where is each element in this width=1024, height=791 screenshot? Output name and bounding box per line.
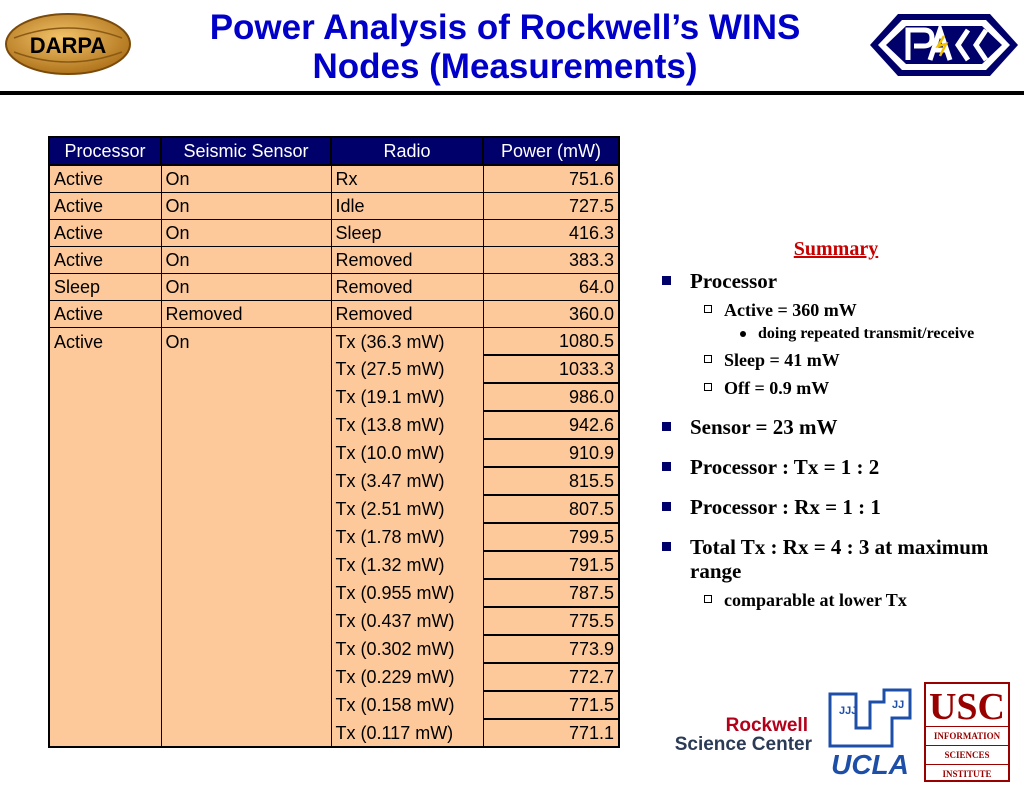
- cell-sensor: [161, 495, 331, 523]
- cell-sensor: [161, 523, 331, 551]
- svg-text:JJJ: JJJ: [839, 705, 858, 717]
- rockwell-science-center-logo: [640, 716, 812, 756]
- table-row: [49, 165, 619, 193]
- usc-isi-logo: [924, 682, 1010, 782]
- cell-radio: Tx (0.229 mW): [331, 663, 483, 691]
- cell-power: 751.6: [483, 165, 619, 193]
- cell-radio: Rx: [331, 165, 483, 193]
- cell-processor: [49, 523, 161, 551]
- table-row: [49, 719, 619, 747]
- cell-radio: Tx (13.8 mW): [331, 411, 483, 439]
- table-row: [49, 220, 619, 247]
- dot-bullet-icon: [740, 331, 746, 337]
- cell-power: 727.5: [483, 193, 619, 220]
- summary-item: [658, 495, 1018, 519]
- column-header-power: Power (mW): [483, 137, 619, 165]
- cell-radio: Tx (0.158 mW): [331, 691, 483, 719]
- svg-text:JJ: JJ: [892, 699, 905, 711]
- cell-processor: Active: [49, 301, 161, 328]
- cell-sensor: On: [161, 165, 331, 193]
- cell-processor: Sleep: [49, 274, 161, 301]
- cell-radio: Tx (1.78 mW): [331, 523, 483, 551]
- summary-heading: Summary: [793, 238, 879, 260]
- cell-power: 910.9: [483, 439, 619, 467]
- cell-processor: [49, 467, 161, 495]
- cell-processor: [49, 691, 161, 719]
- cell-power: 64.0: [483, 274, 619, 301]
- cell-power: 772.7: [483, 663, 619, 691]
- summary-item: [658, 415, 1018, 439]
- summary-item: [658, 269, 1018, 293]
- cell-processor: [49, 355, 161, 383]
- title-line-2: Nodes (Measurements): [312, 47, 698, 86]
- darpa-logo: [4, 12, 132, 76]
- summary-subitem-text: comparable at lower Tx: [724, 590, 907, 610]
- cell-radio: Tx (0.117 mW): [331, 719, 483, 747]
- cell-sensor: Removed: [161, 301, 331, 328]
- square-bullet-icon: [662, 502, 671, 511]
- cell-sensor: [161, 551, 331, 579]
- cell-processor: Active: [49, 328, 161, 356]
- cell-power: 771.5: [483, 691, 619, 719]
- cell-power: 360.0: [483, 301, 619, 328]
- cell-power: 791.5: [483, 551, 619, 579]
- cell-power: 815.5: [483, 467, 619, 495]
- summary-detail-text: doing repeated transmit/receive: [758, 325, 975, 342]
- cell-power: 787.5: [483, 579, 619, 607]
- cell-power: 775.5: [483, 607, 619, 635]
- table-row: [49, 551, 619, 579]
- table-row: [49, 467, 619, 495]
- table-row: [49, 523, 619, 551]
- cell-processor: [49, 719, 161, 747]
- summary-subitem: [658, 299, 1018, 321]
- cell-processor: [49, 635, 161, 663]
- square-bullet-icon: [662, 422, 671, 431]
- cell-processor: [49, 607, 161, 635]
- summary-item: [658, 455, 1018, 479]
- rockwell-logo-line-1: Rockwell: [725, 715, 808, 736]
- cell-sensor: [161, 579, 331, 607]
- table-row: [49, 355, 619, 383]
- summary-detail: [658, 325, 1008, 343]
- cell-processor: Active: [49, 165, 161, 193]
- summary-panel: [658, 238, 1018, 611]
- cell-sensor: [161, 355, 331, 383]
- cell-radio: Tx (2.51 mW): [331, 495, 483, 523]
- summary-item-text: Processor: [690, 269, 778, 293]
- power-measurement-table: [48, 136, 620, 748]
- cell-processor: [49, 383, 161, 411]
- column-header-processor: Processor: [49, 137, 161, 165]
- hollow-square-bullet-icon: [704, 355, 712, 363]
- cell-power: 1080.5: [483, 328, 619, 356]
- column-header-sensor: Seismic Sensor: [161, 137, 331, 165]
- cell-sensor: [161, 383, 331, 411]
- cell-sensor: [161, 635, 331, 663]
- summary-subitem-text: Active = 360 mW: [724, 300, 857, 320]
- darpa-logo-text: DARPA: [29, 33, 107, 58]
- summary-item-text: Total Tx : Rx = 4 : 3 at maximum range: [690, 535, 989, 583]
- isi-logo-line: SCIENCES: [926, 745, 1008, 764]
- isi-logo-line: INFORMATION: [926, 726, 1008, 745]
- cell-processor: [49, 579, 161, 607]
- column-header-radio: Radio: [331, 137, 483, 165]
- hollow-square-bullet-icon: [704, 305, 712, 313]
- cell-sensor: On: [161, 247, 331, 274]
- isi-logo-line: INSTITUTE: [926, 764, 1008, 783]
- cell-radio: Tx (1.32 mW): [331, 551, 483, 579]
- cell-power: 807.5: [483, 495, 619, 523]
- cell-sensor: [161, 607, 331, 635]
- cell-radio: Tx (0.302 mW): [331, 635, 483, 663]
- table-row: [49, 579, 619, 607]
- square-bullet-icon: [662, 462, 671, 471]
- cell-radio: Tx (10.0 mW): [331, 439, 483, 467]
- table-row: [49, 691, 619, 719]
- tx-group: [49, 328, 619, 748]
- rockwell-logo-line-2: Science Center: [674, 734, 812, 755]
- table-row: [49, 301, 619, 328]
- cell-processor: Active: [49, 247, 161, 274]
- hollow-square-bullet-icon: [704, 595, 712, 603]
- summary-item-text: Processor : Rx = 1 : 1: [690, 495, 881, 519]
- cell-radio: Removed: [331, 301, 483, 328]
- table-row: [49, 411, 619, 439]
- cell-sensor: [161, 663, 331, 691]
- cell-processor: Active: [49, 193, 161, 220]
- summary-item: [658, 535, 990, 583]
- table-row: [49, 247, 619, 274]
- cell-power: 773.9: [483, 635, 619, 663]
- square-bullet-icon: [662, 276, 671, 285]
- cell-radio: Tx (36.3 mW): [331, 328, 483, 356]
- summary-item-text: Sensor = 23 mW: [690, 415, 838, 439]
- cell-processor: [49, 439, 161, 467]
- cell-radio: Sleep: [331, 220, 483, 247]
- cell-processor: [49, 411, 161, 439]
- cell-radio: Removed: [331, 247, 483, 274]
- cell-radio: Tx (27.5 mW): [331, 355, 483, 383]
- cell-power: 942.6: [483, 411, 619, 439]
- cell-radio: Tx (3.47 mW): [331, 467, 483, 495]
- cell-radio: Idle: [331, 193, 483, 220]
- cell-sensor: On: [161, 328, 331, 356]
- cell-sensor: On: [161, 274, 331, 301]
- table-row: [49, 328, 619, 356]
- header-rule: [0, 91, 1024, 95]
- cell-radio: Tx (0.437 mW): [331, 607, 483, 635]
- cell-sensor: On: [161, 220, 331, 247]
- cell-power: 383.3: [483, 247, 619, 274]
- summary-item-text: Processor : Tx = 1 : 2: [690, 455, 880, 479]
- table-row: [49, 193, 619, 220]
- cell-radio: Tx (0.955 mW): [331, 579, 483, 607]
- table-row: [49, 495, 619, 523]
- cell-power: 1033.3: [483, 355, 619, 383]
- cell-sensor: [161, 439, 331, 467]
- cell-sensor: [161, 719, 331, 747]
- square-bullet-icon: [662, 542, 671, 551]
- cell-power: 771.1: [483, 719, 619, 747]
- summary-subitem-text: Sleep = 41 mW: [724, 350, 840, 370]
- cell-radio: Tx (19.1 mW): [331, 383, 483, 411]
- cell-sensor: On: [161, 193, 331, 220]
- summary-subitem: [658, 589, 1018, 611]
- page-title: [150, 8, 860, 86]
- cell-processor: Active: [49, 220, 161, 247]
- cell-power: 416.3: [483, 220, 619, 247]
- cell-sensor: [161, 691, 331, 719]
- usc-logo-text: USC: [928, 686, 1006, 728]
- title-line-1: Power Analysis of Rockwell’s WINS: [209, 8, 801, 47]
- cell-processor: [49, 551, 161, 579]
- table-row: [49, 383, 619, 411]
- table-row: [49, 607, 619, 635]
- table-row: [49, 663, 619, 691]
- summary-subitem: [658, 349, 1018, 371]
- cell-processor: [49, 495, 161, 523]
- table-header-row: [49, 137, 619, 165]
- pacc-logo: [868, 12, 1020, 78]
- ucla-logo-text: UCLA: [831, 749, 909, 780]
- table-row: [49, 635, 619, 663]
- cell-sensor: [161, 467, 331, 495]
- summary-subitem: [658, 377, 1018, 399]
- cell-processor: [49, 663, 161, 691]
- summary-subitem-text: Off = 0.9 mW: [724, 378, 830, 398]
- cell-power: 986.0: [483, 383, 619, 411]
- cell-power: 799.5: [483, 523, 619, 551]
- table-row: [49, 274, 619, 301]
- cell-radio: Removed: [331, 274, 483, 301]
- cell-sensor: [161, 411, 331, 439]
- table-row: [49, 439, 619, 467]
- ucla-logo: [826, 688, 914, 780]
- hollow-square-bullet-icon: [704, 383, 712, 391]
